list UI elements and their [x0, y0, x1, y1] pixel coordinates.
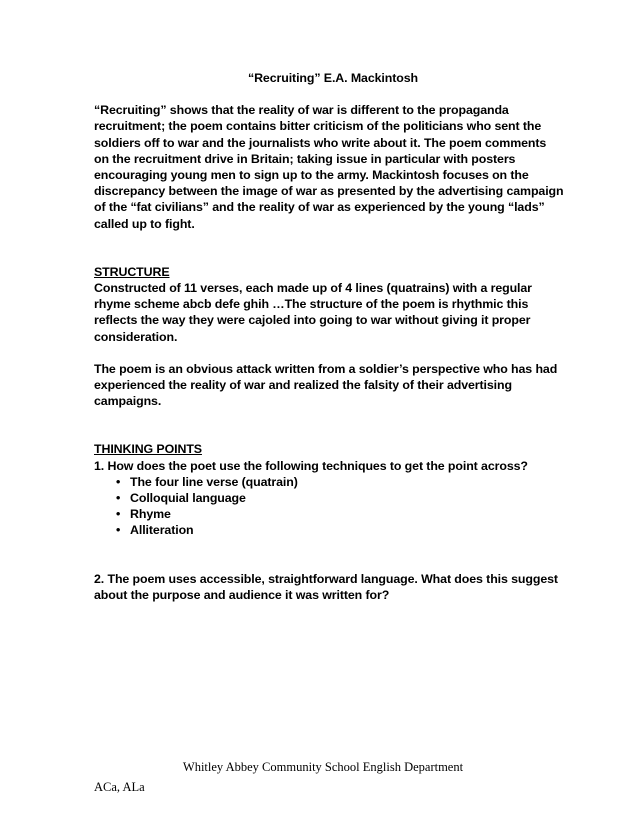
list-item [116, 490, 564, 506]
question-2: 2. The poem uses accessible, straightforward language. What does this suggest about the purpose and audience it was written for? [94, 571, 558, 602]
bullet-icon: • [116, 523, 121, 538]
thinking-points-section [94, 441, 564, 538]
document-title: “Recruiting” E.A. Mackintosh [247, 71, 418, 85]
list-item [116, 474, 564, 490]
structure-section [94, 264, 564, 345]
intro-paragraph: “Recruiting” shows that the reality of war is different to the propaganda recruitment; the poem contains bitter criticism of the politicians who sent the soldiers off to war and the journalists who write about it. The poem comments on the recruitment drive in Britain; taking issue in particular with posters encouraging young men to sign up to the army. Mackintosh focuses on the discrepancy between the image of war as presented by the advertising campaign of the “fat civilians” and the reality of war as experienced by the young “lads” called up to fight. [94, 103, 564, 231]
document-body [94, 70, 564, 603]
footer-department: Whitley Abbey Community School English Department [182, 760, 464, 774]
bullet-icon: • [116, 491, 121, 506]
footer-authors: ACa, ALa [94, 780, 145, 794]
question-1: 1. How does the poet use the following techniques to get the point across? [94, 458, 528, 473]
list-item [116, 506, 564, 522]
structure-heading: STRUCTURE [94, 264, 170, 279]
bullet-icon: • [116, 507, 121, 522]
technique-label: The four line verse (quatrain) [130, 474, 298, 489]
bullet-icon: • [116, 474, 121, 489]
list-item [116, 522, 564, 538]
attack-paragraph: The poem is an obvious attack written from a soldier’s perspective who has had experienced the reality of war and realized the falsity of their advertising campaigns. [94, 361, 558, 409]
techniques-list [94, 474, 564, 539]
technique-label: Rhyme [130, 507, 171, 522]
technique-label: Colloquial language [130, 491, 246, 506]
technique-label: Alliteration [130, 523, 194, 538]
structure-paragraph: Constructed of 11 verses, each made up of 4 lines (quatrains) with a regular rhyme scheme abcb defe ghih …The structure of the poem is rhythmic this reflects the way they were cajoled into going to war without giving it proper consideration. [94, 281, 532, 344]
thinking-points-heading: THINKING POINTS [94, 442, 202, 457]
